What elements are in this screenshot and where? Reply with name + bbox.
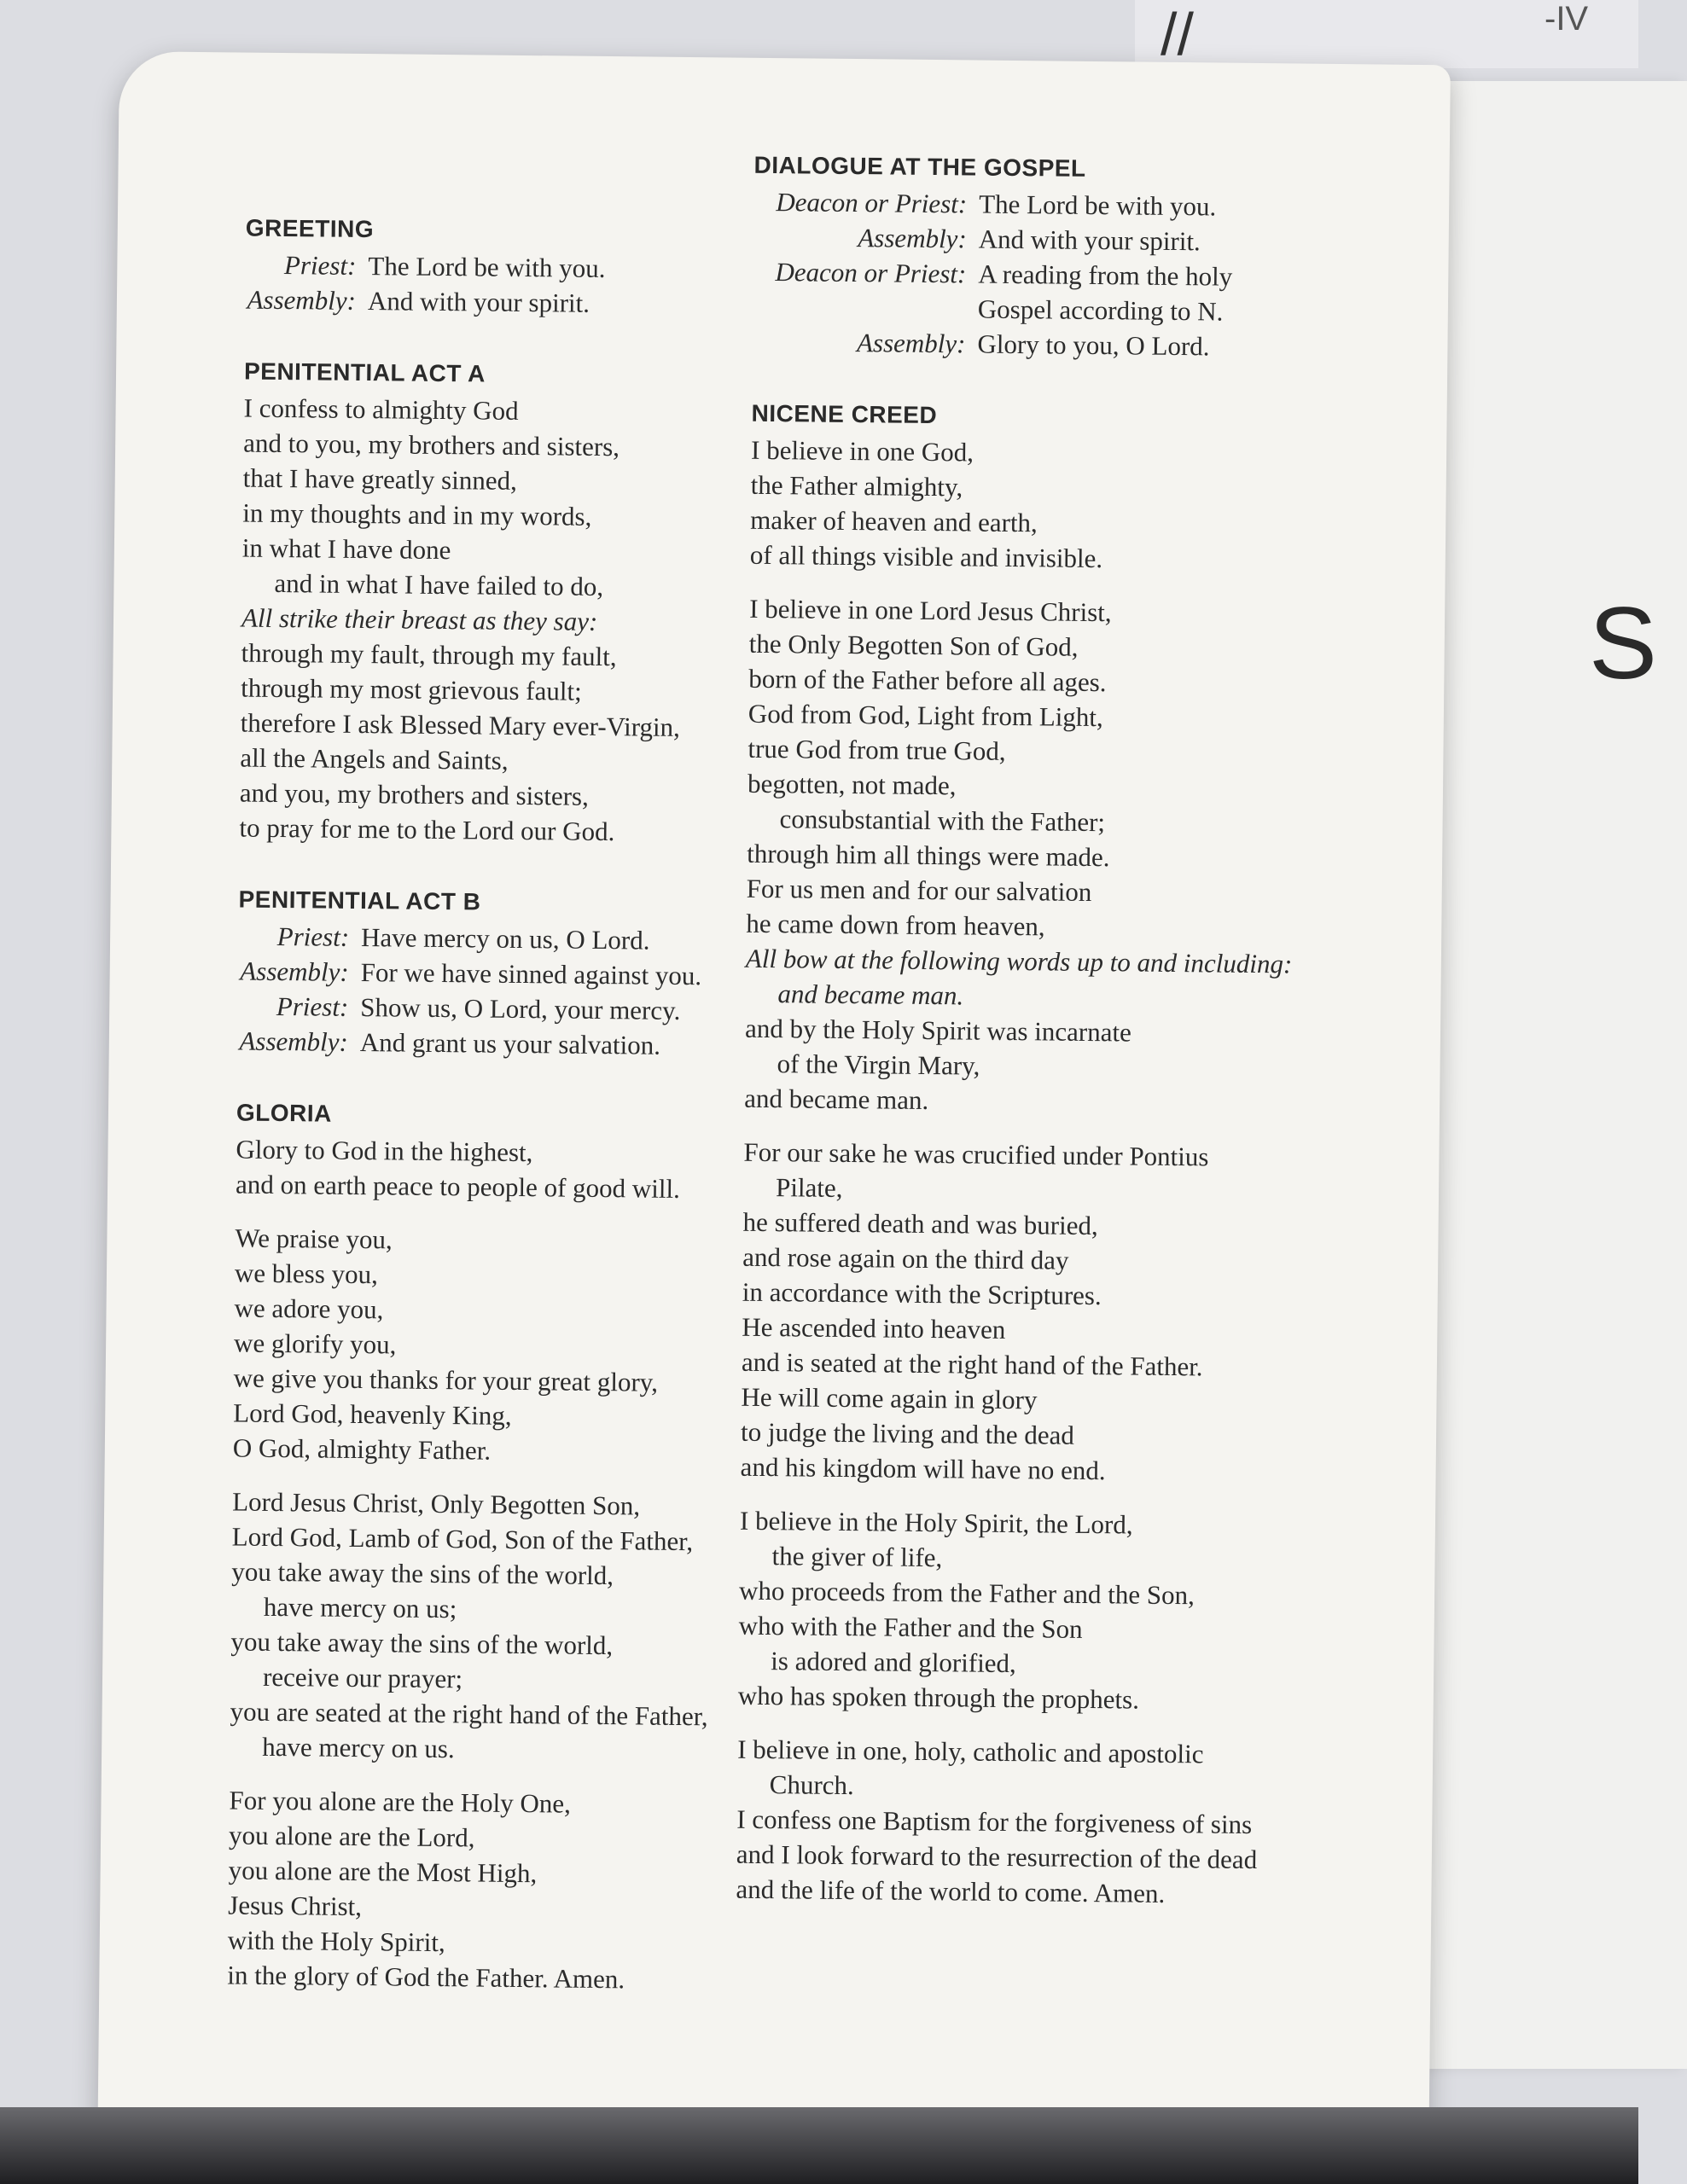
text-line: For us men and for our salvation — [746, 873, 1092, 907]
text-line: the Only Begotten Son of God, — [748, 628, 1079, 662]
text-line: you alone are the Most High, — [228, 1855, 538, 1889]
text-line: through him all things were made. — [747, 838, 1110, 873]
section-heading: PENITENTIAL ACT B — [238, 886, 481, 915]
text-line: we give you thanks for your great glory, — [233, 1362, 659, 1397]
text-line: Pilate, — [775, 1172, 843, 1203]
text-line: and you, my brothers and sisters, — [239, 777, 590, 811]
booklet-page — [97, 51, 1450, 2146]
text-line: Lord God, Lamb of God, Son of the Father, — [231, 1521, 694, 1557]
stanza — [750, 433, 1400, 579]
rubric-line: All bow at the following words up to and including: — [745, 943, 1293, 979]
speaker-label: Priest: — [276, 990, 349, 1022]
text-line: of the Virgin Mary, — [777, 1048, 980, 1081]
section-heading: GREETING — [245, 214, 375, 243]
speaker-label: Deacon or Priest: — [775, 257, 967, 289]
pen-mark: // — [1161, 1, 1194, 67]
dialogue-text: Glory to you, O Lord. — [977, 328, 1210, 362]
text-line: and rose again on the third day — [742, 1241, 1069, 1275]
text-line: who has spoken through the prophets. — [737, 1680, 1140, 1715]
text-line: He will come again in glory — [741, 1381, 1038, 1415]
text-line: I believe in one God, — [750, 434, 974, 468]
stanza — [736, 1732, 1386, 1914]
text-line: and I look forward to the resurrection of the dead — [736, 1838, 1258, 1875]
text-line: the giver of life, — [771, 1541, 943, 1573]
text-line: the Father almighty, — [750, 469, 963, 502]
rubric-line: and became man. — [777, 979, 964, 1011]
text-line: and in what I have failed to do, — [274, 567, 604, 601]
speaker-label: Assembly: — [858, 223, 967, 254]
text-line: Lord Jesus Christ, Only Begotten Son, — [232, 1486, 641, 1521]
dialogue-text: Show us, O Lord, your mercy. — [360, 992, 681, 1025]
text-line: through my fault, through my fault, — [241, 637, 617, 672]
text-line: have mercy on us. — [262, 1731, 455, 1764]
text-line: we glorify you, — [233, 1327, 397, 1360]
dialogue-text: And with your spirit. — [367, 286, 590, 318]
text-line: to pray for me to the Lord our God. — [239, 812, 615, 847]
text-line: and the life of the world to come. Amen. — [736, 1873, 1166, 1908]
text-line: born of the Father before all ages. — [748, 663, 1107, 698]
text-line: and on earth peace to people of good will. — [235, 1169, 681, 1204]
text-line: begotten, not made, — [747, 768, 957, 801]
text-line: who proceeds from the Father and the Son, — [738, 1575, 1195, 1611]
text-line: therefore I ask Blessed Mary ever-Virgin, — [240, 707, 681, 742]
text-line: who with the Father and the Son — [738, 1610, 1083, 1644]
dialogue-text: Have mercy on us, O Lord. — [360, 922, 650, 956]
section-heading: DIALOGUE AT THE GOSPEL — [753, 151, 1086, 182]
text-line: We praise you, — [235, 1223, 393, 1255]
dialogue-text: The Lord be with you. — [368, 251, 606, 283]
text-line: we bless you, — [234, 1258, 379, 1290]
text-line: in what I have done — [241, 532, 451, 566]
text-line: I believe in one, holy, catholic and apostolic — [737, 1734, 1204, 1769]
section-heading: PENITENTIAL ACT A — [243, 357, 486, 387]
text-line: God from God, Light from Light, — [748, 698, 1103, 733]
text-line: For our sake he was crucified under Pontius — [743, 1136, 1209, 1172]
stanza — [740, 1135, 1392, 1491]
text-line: consubstantial with the Father; — [779, 804, 1106, 838]
speaker-label — [753, 289, 966, 327]
text-line: Jesus Christ, — [228, 1890, 363, 1922]
text-line: I confess one Baptism for the forgiveness of sins — [736, 1804, 1253, 1840]
table-surface — [0, 2107, 1638, 2184]
text-line: he suffered death and was buried, — [742, 1206, 1098, 1241]
stanza — [738, 1503, 1389, 1720]
text-line: He ascended into heaven — [742, 1311, 1006, 1345]
text-line: maker of heaven and earth, — [750, 504, 1038, 538]
text-line: all the Angels and Saints, — [240, 742, 509, 775]
dialogue-text: The Lord be with you. — [978, 189, 1217, 222]
dialogue-text: And with your spirit. — [978, 224, 1201, 257]
speaker-label: Assembly: — [856, 328, 966, 359]
text-line: in my thoughts and in my words, — [242, 497, 592, 531]
text-line: you take away the sins of the world, — [230, 1626, 614, 1661]
text-line: with the Holy Spirit, — [227, 1925, 445, 1958]
dialogue-gospel-section — [752, 152, 1403, 366]
text-line: have mercy on us; — [263, 1591, 457, 1624]
text-line: I believe in one Lord Jesus Christ, — [749, 593, 1112, 628]
text-line: I believe in the Holy Spirit, the Lord, — [739, 1505, 1133, 1540]
text-line: through my most grievous fault; — [241, 672, 582, 706]
speaker-label: Priest: — [283, 250, 357, 281]
text-line: O God, almighty Father. — [232, 1432, 492, 1466]
text-line: true God from true God, — [748, 733, 1006, 766]
text-line: and is seated at the right hand of the Father. — [741, 1346, 1203, 1382]
speaker-label: Deacon or Priest: — [776, 187, 968, 219]
text-line: in accordance with the Scriptures. — [742, 1276, 1102, 1311]
text-line: and his kingdom will have no end. — [740, 1451, 1106, 1486]
text-line: you take away the sins of the world, — [231, 1556, 614, 1591]
section-heading: NICENE CREED — [751, 399, 938, 429]
dialogue-text: For we have sinned against you. — [360, 957, 702, 991]
text-line: Lord God, heavenly King, — [233, 1397, 512, 1431]
rubric-line: All strike their breast as they say: — [241, 602, 598, 636]
text-line: Church. — [769, 1769, 854, 1801]
dialogue-text: And grant us your salvation. — [359, 1027, 661, 1060]
text-line: and became man. — [744, 1083, 929, 1115]
text-line: you are seated at the right hand of the Father, — [230, 1696, 708, 1732]
text-line: and by the Holy Spirit was incarnate — [744, 1013, 1132, 1048]
right-column — [736, 152, 1403, 1955]
text-line: and to you, my brothers and sisters, — [243, 427, 620, 462]
text-line: you alone are the Lord, — [228, 1820, 475, 1853]
dialogue-text: A reading from the holy — [978, 258, 1233, 292]
text-line: Glory to God in the highest, — [236, 1134, 533, 1168]
text-line: we adore you, — [234, 1292, 384, 1325]
text-line: he came down from heaven, — [746, 908, 1045, 942]
stanza — [744, 591, 1398, 1123]
speaker-label: Assembly: — [240, 956, 349, 987]
dialogue-line — [752, 324, 1400, 366]
text-line: to judge the living and the dead — [740, 1416, 1075, 1450]
text-line: is adored and glorified, — [771, 1646, 1016, 1679]
text-line: in the glory of God the Father. Amen. — [227, 1960, 625, 1995]
text-line: of all things visible and invisible. — [749, 539, 1103, 574]
speaker-label: Assembly: — [239, 1025, 349, 1057]
text-line: receive our prayer; — [262, 1661, 463, 1694]
dialogue-text: Gospel according to N. — [977, 293, 1224, 327]
nicene-creed-section — [736, 400, 1399, 1914]
section-heading: GLORIA — [236, 1099, 333, 1127]
speaker-label: Assembly: — [247, 284, 357, 316]
text-line: For you alone are the Holy One, — [229, 1785, 572, 1819]
text-line: I confess to almighty God — [243, 392, 519, 426]
speaker-label: Priest: — [276, 921, 350, 952]
right-page-letter: S — [1589, 586, 1658, 700]
corner-mark: -IV — [1544, 0, 1589, 38]
text-line: that I have greatly sinned, — [242, 462, 518, 496]
